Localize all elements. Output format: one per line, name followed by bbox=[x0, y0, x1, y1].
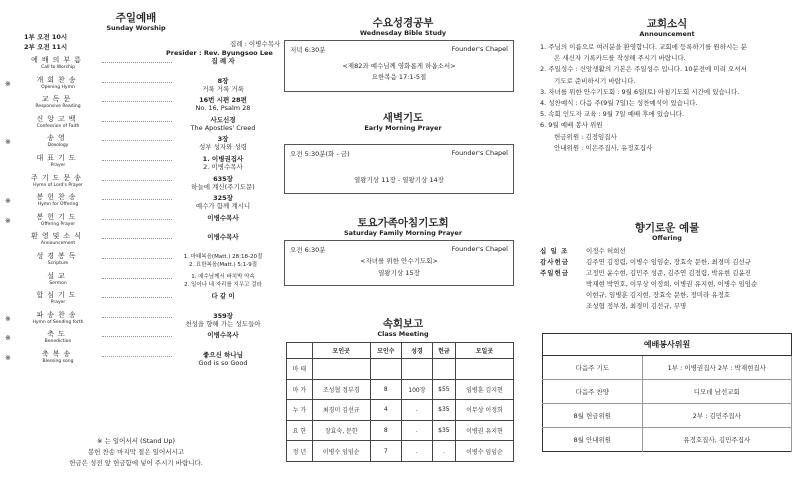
order-item-en: Hymn of Lord's Prayer bbox=[33, 182, 83, 188]
announcement-item: 안내위원 : 이은주집사, 유정호집사 bbox=[554, 143, 653, 152]
footer-line: 봉헌 찬송 마지막 절은 일어서시고 bbox=[87, 448, 185, 456]
order-row bbox=[0, 76, 272, 96]
offering-names: 이현규, 임병훈 김지현, 장효숙 문한, 정미라 유정호 bbox=[586, 291, 731, 299]
order-value-main: 이병수목사 bbox=[207, 213, 239, 222]
presider-ko: 집례 : 이병수목사 bbox=[230, 40, 281, 48]
dawn-place: Founder's Chapel bbox=[451, 149, 508, 157]
order-of-worship bbox=[0, 56, 272, 370]
order-item-value bbox=[174, 57, 272, 65]
order-item-name bbox=[16, 252, 100, 267]
saturday-subtitle: Saturday Family Morning Prayer bbox=[343, 229, 463, 237]
order-value-detail: 하늘에 계신(주기도문) bbox=[191, 182, 255, 191]
order-value-main: 다 같 이 bbox=[211, 292, 235, 301]
class-meeting-table bbox=[286, 342, 514, 462]
order-row bbox=[0, 174, 272, 194]
order-item-en: Prayer bbox=[50, 300, 66, 306]
leader-dots bbox=[102, 140, 172, 141]
table-row bbox=[543, 428, 792, 452]
table-cell: 이무상 이정희 bbox=[455, 400, 513, 421]
announcement-item: 5. 속회 인도자 교육 : 9월 7일 예배 후에 있습니다. bbox=[540, 110, 685, 119]
order-item-value bbox=[174, 116, 272, 132]
table-cell: 최경미 김선규 bbox=[312, 400, 370, 421]
order-item-name bbox=[16, 232, 100, 247]
order-item-name bbox=[16, 330, 100, 345]
offering-row bbox=[540, 268, 796, 312]
order-item-en: Scripture bbox=[47, 260, 69, 266]
table-cell: 요 한 bbox=[287, 420, 313, 441]
stand-marker: ※ bbox=[5, 216, 11, 225]
stand-marker: ※ bbox=[5, 138, 11, 147]
table-row bbox=[543, 356, 792, 380]
service-role: 8월 안내위원 bbox=[543, 428, 643, 452]
leader-dots bbox=[102, 62, 172, 63]
leader-dots bbox=[102, 356, 172, 357]
order-item-en: Opening Hymn bbox=[41, 84, 75, 90]
table-cell: 100장 bbox=[401, 379, 432, 400]
table-cell: $35 bbox=[432, 420, 455, 441]
stand-marker: ※ bbox=[5, 353, 11, 362]
dawn-box bbox=[284, 144, 514, 194]
announcement-item: 2. 주일성수 : 신앙생활의 기본은 주일성수 입니다. 10분전에 미리 오셔서 bbox=[540, 65, 747, 74]
order-value-main: 집 례 자 bbox=[211, 57, 235, 65]
table-row bbox=[543, 404, 792, 428]
order-item-en: Announcement bbox=[40, 241, 76, 247]
order-item-name bbox=[16, 193, 100, 208]
order-item-ko: 설교 bbox=[47, 271, 69, 280]
order-value-detail: 1. 마태복음(Matt.) 28:18-20절 bbox=[183, 253, 263, 260]
service-header-row bbox=[543, 334, 792, 356]
order-item-ko: 신앙고백 bbox=[36, 114, 80, 123]
offering-names: 이정수 허희선 bbox=[586, 247, 626, 255]
order-row bbox=[0, 154, 272, 174]
order-item-en: Responsive Reading bbox=[35, 104, 81, 110]
table-cell bbox=[312, 359, 370, 380]
service-assignee: 2부 : 김민주집사 bbox=[642, 404, 791, 428]
order-item-value bbox=[174, 351, 272, 367]
table-cell bbox=[455, 359, 513, 380]
table-cell: . bbox=[401, 400, 432, 421]
dawn-title: 새벽기도 bbox=[382, 112, 424, 124]
order-value-main: 1. 이병권집사 bbox=[202, 154, 244, 163]
offering-label: 십 일 조 bbox=[540, 247, 569, 255]
order-item-ko: 환영및소식 bbox=[31, 232, 85, 241]
order-item-value bbox=[174, 214, 272, 222]
order-item-value bbox=[174, 96, 272, 112]
order-item-ko: 송영 bbox=[47, 134, 69, 143]
table-cell: 8 bbox=[370, 420, 401, 441]
service-assignee: 1부 : 이병권집사 2부 : 박재현집사 bbox=[642, 356, 791, 380]
leader-dots bbox=[102, 199, 172, 200]
table-row bbox=[287, 379, 514, 400]
leader-dots bbox=[102, 121, 172, 122]
service-role: 다음주 찬양 bbox=[543, 380, 643, 404]
order-item-ko: 봉헌기도 bbox=[36, 212, 80, 221]
stand-marker: ※ bbox=[5, 314, 11, 323]
table-cell: . bbox=[432, 441, 455, 462]
dawn-line: 열왕기상 11장 - 열왕기상 14장 bbox=[354, 176, 444, 184]
saturday-line: <자녀를 위한 안수기도회> bbox=[360, 257, 438, 265]
wednesday-place: Founder's Chapel bbox=[451, 45, 508, 53]
order-item-ko: 대표기도 bbox=[36, 153, 80, 162]
order-row bbox=[0, 311, 272, 331]
service-times bbox=[24, 32, 67, 52]
leader-dots bbox=[102, 297, 172, 298]
order-value-main: 좋으신 하나님 bbox=[203, 350, 243, 359]
wednesday-title: 수요성경공부 bbox=[372, 17, 434, 29]
order-item-ko: 교독문 bbox=[41, 95, 75, 104]
table-cell: 임병훈 김지현 bbox=[455, 379, 513, 400]
order-value-main: 사도신경 bbox=[210, 115, 236, 124]
order-item-value bbox=[174, 175, 272, 191]
dawn-subtitle: Early Morning Prayer bbox=[364, 124, 442, 132]
announcement-item: 기도로 준비하시기 바랍니다. bbox=[554, 76, 636, 85]
offering-label: 감사헌금 bbox=[540, 258, 570, 266]
leader-dots bbox=[102, 180, 172, 181]
order-value-detail: 2. 일어나 네 자리를 지우고 걸라 bbox=[184, 281, 262, 288]
order-value-detail: 2. 요한복음(Matt.) 5:1-9절 bbox=[188, 261, 258, 268]
stand-marker: ※ bbox=[5, 79, 11, 88]
column-header: 모인곳 bbox=[312, 343, 370, 359]
order-row bbox=[0, 115, 272, 135]
order-value-detail: No. 16, Psalm 28 bbox=[195, 104, 251, 113]
service-assignee: 디모데 남선교회 bbox=[642, 380, 791, 404]
footer-line: 헌금은 성전 앞 헌금함에 넣어 주시기 바랍니다. bbox=[69, 459, 203, 467]
order-item-ko: 축도 bbox=[47, 330, 69, 339]
order-item-name bbox=[16, 311, 100, 326]
stand-marker: ※ bbox=[5, 334, 11, 343]
order-item-value bbox=[174, 155, 272, 171]
order-item-ko: 예배의부름 bbox=[31, 56, 85, 64]
worship-subtitle: Sunday Worship bbox=[106, 24, 166, 32]
announcement-list bbox=[540, 42, 796, 154]
table-row bbox=[287, 441, 514, 462]
leader-dots bbox=[102, 160, 172, 161]
announcement-item: 은 새신자 기록카드를 작성해 주시기 바랍니다. bbox=[554, 54, 686, 63]
order-value-main: 635장 bbox=[213, 174, 233, 183]
order-item-value bbox=[174, 292, 272, 300]
leader-dots bbox=[102, 278, 172, 279]
order-item-name bbox=[16, 56, 100, 71]
wednesday-line: 요한복음 17:1-5절 bbox=[371, 73, 427, 81]
order-item-en: Hymn for Offering bbox=[37, 202, 79, 208]
order-item-name bbox=[16, 134, 100, 149]
column-header bbox=[287, 343, 313, 359]
order-item-name bbox=[16, 350, 100, 365]
order-item-en: Hymn of Sending forth bbox=[32, 319, 84, 325]
order-item-ko: 주기도문송 bbox=[31, 173, 85, 182]
order-row bbox=[0, 95, 272, 115]
wednesday-time: 저녁 6:30분 bbox=[290, 46, 326, 54]
order-value-main: 359장 bbox=[213, 311, 233, 320]
worship-footer bbox=[0, 436, 272, 469]
service-time-2: 2부 오전 11시 bbox=[24, 43, 68, 51]
order-value-detail: 1. 예수님께서 바치박 약속 bbox=[191, 273, 255, 280]
saturday-line: 열왕기상 15장 bbox=[378, 269, 420, 277]
order-item-name bbox=[16, 154, 100, 169]
order-row bbox=[0, 193, 272, 213]
order-item-value bbox=[174, 312, 272, 328]
order-item-ko: 파송찬송 bbox=[36, 310, 80, 319]
service-role: 다음주 기도 bbox=[543, 356, 643, 380]
order-item-en: Prayer bbox=[50, 162, 66, 168]
offering-names: 조성협 정부경, 최경미 김선규, 무명 bbox=[586, 302, 687, 310]
order-item-en: Benediction bbox=[44, 339, 72, 345]
offering-label: 주일헌금 bbox=[540, 269, 570, 277]
order-item-en: Confession of Faith bbox=[36, 123, 80, 129]
order-item-name bbox=[16, 95, 100, 110]
table-cell: 조성협 정부경 bbox=[312, 379, 370, 400]
leader-dots bbox=[102, 101, 172, 102]
order-value-main: 16번 시편 28편 bbox=[199, 96, 247, 105]
offering-names: 박재현 박연호, 이무상 이정희, 이병권 유지현, 이병수 임임순 bbox=[586, 280, 758, 288]
wednesday-line: <제82과 예수님께 영화롭게 하옵소서> bbox=[342, 62, 456, 70]
table-cell: 4 bbox=[370, 400, 401, 421]
service-time-1: 1부 오전 10시 bbox=[24, 33, 68, 41]
saturday-place: Founder's Chapel bbox=[451, 245, 508, 253]
announcement-item: 6. 9월 예배 봉사 위원 bbox=[540, 121, 603, 130]
table-cell: . bbox=[401, 420, 432, 441]
order-value-main: 325장 bbox=[213, 194, 233, 203]
order-row bbox=[0, 330, 272, 350]
order-value-detail: God is so Good bbox=[198, 358, 248, 367]
presider-en: Presider : Rev. Byungsoo Lee bbox=[166, 49, 273, 57]
order-item-name bbox=[16, 115, 100, 130]
order-row bbox=[0, 350, 272, 370]
table-cell bbox=[432, 359, 455, 380]
order-item-value bbox=[174, 135, 272, 151]
column-header: 헌금 bbox=[432, 343, 455, 359]
order-item-ko: 성경봉독 bbox=[36, 251, 80, 260]
table-row bbox=[543, 380, 792, 404]
table-row bbox=[287, 420, 514, 441]
order-value-main: 8장 bbox=[217, 76, 229, 85]
dawn-time: 오전 5:30분(화 - 금) bbox=[290, 150, 350, 158]
footer-line: ※ 는 일어서서 (Stand Up) bbox=[97, 437, 175, 445]
table-cell: 장효숙, 문한 bbox=[312, 420, 370, 441]
order-item-ko: 합심기도 bbox=[36, 291, 80, 300]
leader-dots bbox=[102, 219, 172, 220]
order-item-value bbox=[174, 194, 272, 210]
saturday-box bbox=[284, 240, 514, 286]
offering-list bbox=[540, 246, 796, 312]
worship-title: 주일예배 bbox=[115, 12, 157, 24]
order-item-en: Call to Worship bbox=[41, 65, 75, 70]
table-cell: 마 태 bbox=[287, 359, 313, 380]
leader-dots bbox=[102, 336, 172, 337]
order-item-ko: 축복송 bbox=[41, 349, 75, 358]
stand-marker: ※ bbox=[5, 197, 11, 206]
offering-names: 김주연 김정렴, 이병수 임임순, 장효숙 문한, 최경미 김선규 bbox=[586, 258, 752, 266]
table-cell: 정 년 bbox=[287, 441, 313, 462]
order-item-value bbox=[174, 253, 272, 269]
saturday-title: 토요가족아침기도회 bbox=[357, 217, 449, 229]
order-item-name bbox=[16, 76, 100, 91]
order-row bbox=[0, 232, 272, 252]
order-item-name bbox=[16, 174, 100, 189]
announcement-item: 4. 성찬예식 : 다음 주(9월 7일)는 성찬예식이 있습니다. bbox=[540, 99, 698, 108]
order-value-main: 이병수목사 bbox=[207, 331, 239, 340]
offering-row bbox=[540, 246, 796, 257]
order-item-name bbox=[16, 213, 100, 228]
class-meeting-title: 속회보고 bbox=[382, 318, 424, 330]
order-row bbox=[0, 272, 272, 292]
service-title: 예배봉사위원 bbox=[543, 334, 792, 356]
order-row bbox=[0, 213, 272, 233]
offering-subtitle: Offering bbox=[652, 234, 682, 242]
order-item-value bbox=[174, 77, 272, 93]
news-subtitle: Announcement bbox=[639, 30, 695, 38]
table-cell: . bbox=[401, 441, 432, 462]
news-title: 교회소식 bbox=[646, 18, 688, 30]
service-assignee: 유정호집사, 김민주집사 bbox=[642, 428, 791, 452]
order-value-main: 이병수목사 bbox=[207, 233, 239, 242]
offering-names: 고정민 윤수현, 김민주 성준, 김주연 김정렴, 박유현 김윤진 bbox=[586, 269, 752, 277]
order-row bbox=[0, 291, 272, 311]
leader-dots bbox=[102, 82, 172, 83]
order-value-detail: The Apostles' Creed bbox=[190, 123, 256, 132]
order-item-value bbox=[174, 273, 272, 289]
order-value-detail: 2. 이병수목사 bbox=[203, 162, 243, 171]
table-cell: $35 bbox=[432, 400, 455, 421]
order-value-main: 3장 bbox=[217, 135, 229, 144]
order-row bbox=[0, 134, 272, 154]
table-row bbox=[287, 400, 514, 421]
order-item-en: Sermon bbox=[49, 280, 67, 286]
announcement-item: 헌금위원 : 김정임집사 bbox=[554, 132, 617, 141]
order-value-detail: 거룩 거룩 거룩 bbox=[202, 84, 244, 93]
table-cell: $55 bbox=[432, 379, 455, 400]
offering-row bbox=[540, 257, 796, 268]
table-cell: 8 bbox=[370, 379, 401, 400]
order-item-ko: 봉헌찬송 bbox=[36, 193, 80, 202]
table-cell: 이병수 임임순 bbox=[312, 441, 370, 462]
order-item-en: Doxology bbox=[47, 143, 69, 149]
order-row bbox=[0, 56, 272, 76]
order-row bbox=[0, 252, 272, 272]
table-cell: 이병수 임임순 bbox=[455, 441, 513, 462]
leader-dots bbox=[102, 317, 172, 318]
column-header: 모일곳 bbox=[455, 343, 513, 359]
column-header: 모인수 bbox=[370, 343, 401, 359]
table-row bbox=[287, 359, 514, 380]
announcement-item: 1. 주님의 이름으로 여러분을 환영합니다. 교회에 등록하기를 원하시는 분 bbox=[540, 43, 747, 51]
order-value-detail: 예수가 함께 계시니 bbox=[195, 202, 251, 211]
announcement-item: 3. 자녀를 위한 안수기도회 : 9월 6일(토) 아침기도회 시간에 있습니다. bbox=[540, 87, 740, 96]
order-item-value bbox=[174, 331, 272, 339]
order-item-name bbox=[16, 291, 100, 306]
offering-title: 향기로운 예물 bbox=[634, 222, 700, 234]
order-item-ko: 개회찬송 bbox=[36, 75, 80, 84]
table-cell bbox=[370, 359, 401, 380]
table-cell: 마 가 bbox=[287, 379, 313, 400]
order-item-en: Offering Prayer bbox=[40, 221, 76, 227]
wednesday-box bbox=[284, 40, 514, 92]
column-header: 성경 bbox=[401, 343, 432, 359]
leader-dots bbox=[102, 238, 172, 239]
order-item-value bbox=[174, 233, 272, 241]
service-committee-table bbox=[542, 333, 792, 452]
saturday-time: 오전 6:30분 bbox=[290, 246, 326, 254]
order-item-en: Blessing song bbox=[42, 358, 74, 364]
service-role: 8월 헌금위원 bbox=[543, 404, 643, 428]
table-cell: 누 가 bbox=[287, 400, 313, 421]
table-cell: 이병권 유지현 bbox=[455, 420, 513, 441]
class-meeting-subtitle: Class Meeting bbox=[377, 330, 429, 338]
table-cell: 7 bbox=[370, 441, 401, 462]
table-cell bbox=[401, 359, 432, 380]
order-item-name bbox=[16, 272, 100, 287]
wednesday-subtitle: Wednesday Bible Study bbox=[359, 29, 447, 37]
order-value-detail: 천성을 향해 가는 성도들아 bbox=[185, 319, 261, 328]
table-header-row bbox=[287, 343, 514, 359]
order-value-detail: 성부 성자와 성령 bbox=[198, 143, 248, 152]
leader-dots bbox=[102, 258, 172, 259]
